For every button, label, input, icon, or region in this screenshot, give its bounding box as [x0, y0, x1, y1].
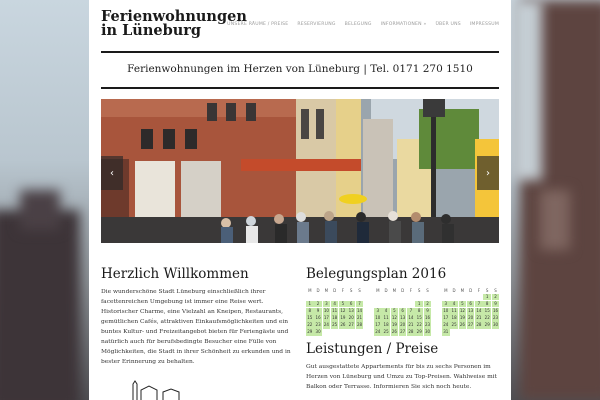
- calendar-empty-cell: [374, 294, 382, 300]
- calendar-week-row: [306, 308, 363, 315]
- sidebar: [306, 266, 500, 392]
- calendar-day-free[interactable]: 26: [340, 322, 346, 328]
- leistungen-text: Gut ausgestattete Appartements für bis zu sechs Personen im Herzen von Lüneburg und Umzu zu Top-Preisen. Wahlweise mit Balkon oder Terrasse. Informieren Sie sich noch heute.: [306, 364, 497, 391]
- nav-item-belegung[interactable]: BELEGUNG: [344, 22, 372, 27]
- calendar-day-free[interactable]: 7: [356, 301, 364, 307]
- background-roof-left: [20, 190, 60, 230]
- calendar-day-free[interactable]: 3: [442, 301, 450, 307]
- calendar-week-row: [374, 315, 431, 322]
- slider-prev-button[interactable]: ‹: [101, 156, 123, 190]
- nav-item-impressum[interactable]: IMPRESSUM: [469, 22, 499, 27]
- calendar-weekday-label: D: [469, 288, 473, 293]
- calendar-day-free[interactable]: 5: [339, 301, 347, 307]
- calendar-empty-cell: [323, 329, 331, 335]
- calendar-day-free[interactable]: 14: [408, 315, 414, 321]
- background-building-left: [0, 210, 80, 400]
- calendar-day-free[interactable]: 21: [356, 315, 363, 321]
- welcome-heading: Herzlich Willkommen: [101, 266, 249, 282]
- belegungsplan-heading: Belegungsplan 2016: [306, 266, 447, 282]
- calendar-day-free[interactable]: 30: [424, 329, 431, 335]
- calendar-day-free[interactable]: 11: [451, 308, 457, 314]
- calendar-day-free[interactable]: 29: [307, 329, 313, 335]
- calendar-empty-cell: [382, 294, 390, 300]
- calendar-day-free[interactable]: 3: [374, 308, 382, 314]
- calendar-empty-cell: [331, 294, 339, 300]
- calendar-weekday-label: M: [444, 288, 448, 293]
- calendar-empty-cell: [391, 301, 399, 307]
- leistungen-heading: Leistungen / Preise: [306, 341, 439, 358]
- calendar-week-row: [442, 329, 499, 336]
- calendar-empty-cell: [306, 294, 314, 300]
- calendar-week-row: [374, 308, 431, 315]
- calendar-day-free[interactable]: 17: [323, 315, 329, 321]
- calendar-day-free[interactable]: 15: [416, 315, 422, 321]
- calendar-day-free[interactable]: 24: [375, 329, 381, 335]
- calendar-day-free[interactable]: 4: [331, 301, 339, 307]
- calendar-day-free[interactable]: 14: [476, 308, 482, 314]
- calendar-weekday-label: D: [401, 288, 405, 293]
- town-sketch-image: [101, 380, 251, 400]
- calendar-day-free[interactable]: 30: [315, 329, 321, 335]
- calendar-day-free[interactable]: 1: [306, 301, 314, 307]
- main-navigation: [227, 22, 499, 27]
- calendar-day-free[interactable]: 14: [356, 308, 363, 314]
- calendar-day-free[interactable]: 10: [323, 308, 329, 314]
- calendar-week-row: [374, 329, 431, 336]
- calendar-day-free[interactable]: 27: [348, 322, 354, 328]
- calendar-day-free[interactable]: 25: [332, 322, 338, 328]
- calendar-day-free[interactable]: 19: [340, 315, 346, 321]
- calendar-day-free[interactable]: 21: [476, 315, 482, 321]
- calendar-empty-cell: [450, 294, 458, 300]
- calendar-empty-cell: [382, 301, 390, 307]
- calendar-day-free[interactable]: 4: [450, 301, 458, 307]
- calendar-weekday-label: S: [358, 288, 361, 293]
- calendar-day-free[interactable]: 13: [468, 308, 474, 314]
- calendar-day-free[interactable]: 12: [391, 315, 397, 321]
- calendar-week-row: [306, 329, 363, 336]
- calendar-day-free[interactable]: 15: [484, 308, 490, 314]
- calendar-weekday-label: F: [341, 288, 345, 293]
- calendar-week-row: [442, 315, 499, 322]
- calendar-weekday-label: F: [409, 288, 413, 293]
- site-logo[interactable]: Ferienwohnungen in Lüneburg: [101, 8, 247, 39]
- welcome-section: [101, 266, 294, 367]
- calendar-empty-cell: [424, 294, 432, 300]
- calendar-day-free[interactable]: 20: [400, 322, 406, 328]
- calendar-day-free[interactable]: 9: [314, 308, 322, 314]
- calendar-empty-cell: [323, 294, 331, 300]
- calendar-day-free[interactable]: 25: [383, 329, 389, 335]
- calendar-week-row: [442, 301, 499, 308]
- calendar-day-free[interactable]: 19: [459, 315, 465, 321]
- calendar-day-free[interactable]: 4: [382, 308, 390, 314]
- calendar-day-free[interactable]: 24: [443, 322, 449, 328]
- calendar-day-free[interactable]: 10: [443, 308, 449, 314]
- calendar-day-free[interactable]: 19: [391, 322, 397, 328]
- calendar-day-free[interactable]: 23: [492, 315, 499, 321]
- calendar-weekday-label: M: [376, 288, 380, 293]
- calendar-weekday-label: S: [417, 288, 421, 293]
- calendar-day-free[interactable]: 17: [375, 322, 381, 328]
- calendar-empty-cell: [374, 301, 382, 307]
- calendar-day-free[interactable]: 26: [391, 329, 397, 335]
- calendar-empty-cell: [475, 329, 483, 335]
- calendar-day-free[interactable]: 22: [307, 322, 313, 328]
- calendar-day-free[interactable]: 29: [416, 329, 422, 335]
- availability-calendar: [374, 288, 431, 336]
- calendar-weekday-label: D: [452, 288, 456, 293]
- calendar-empty-cell: [467, 294, 475, 300]
- calendar-day-free[interactable]: 16: [492, 308, 499, 314]
- calendar-weekday-label: F: [477, 288, 481, 293]
- calendar-day-free[interactable]: 10: [375, 315, 381, 321]
- nav-item-raeume-preise[interactable]: UNSERE RÄUME / PREISE: [227, 22, 289, 27]
- calendar-weekday-label: S: [426, 288, 429, 293]
- calendar-week-row: [306, 301, 363, 308]
- calendar-empty-cell: [450, 329, 458, 335]
- welcome-text: Die wunderschöne Stadt Lüneburg einschließlich ihrer facettenreichen Umgebung ist immer eine Reise wert. Historischer Charme, eine Vielzahl an Kneipen, Restaurants, gemütlichen Cafés, attraktiven Einkaufsmöglichkeiten und ein buntes Kultur- und Freizeitangebot bieten für Feriengäste und natürlich auch für berufsbedingte Besucher eine Fülle von Möglichkeiten, die Stadt in ihrer Schönheit zu erkunden und in bester Erinnerung zu behalten.: [101, 289, 291, 365]
- calendar-empty-cell: [339, 294, 347, 300]
- calendar-day-free[interactable]: 24: [323, 322, 329, 328]
- calendar-empty-cell: [331, 329, 339, 335]
- calendar-day-free[interactable]: 12: [459, 308, 465, 314]
- calendar-week-row: [374, 322, 431, 329]
- calendar-empty-cell: [467, 329, 475, 335]
- availability-calendar: [306, 288, 363, 336]
- header-divider-top: [101, 51, 499, 53]
- calendar-day-free[interactable]: 18: [332, 315, 338, 321]
- calendar-empty-cell: [347, 294, 355, 300]
- calendar-empty-cell: [356, 329, 364, 335]
- calendar-weekday-label: D: [316, 288, 320, 293]
- calendar-day-free[interactable]: 3: [323, 301, 331, 307]
- calendar-day-free[interactable]: 9: [424, 308, 432, 314]
- calendar-day-free[interactable]: 23: [315, 322, 321, 328]
- background-window-right: [540, 190, 570, 250]
- calendar-day-free[interactable]: 7: [475, 301, 483, 307]
- calendar-day-free[interactable]: 1: [483, 294, 491, 300]
- calendar-day-free[interactable]: 22: [416, 322, 422, 328]
- calendar-day-free[interactable]: 8: [415, 308, 423, 314]
- calendar-day-free[interactable]: 16: [315, 315, 321, 321]
- calendar-week-row: [306, 294, 363, 301]
- calendar-week-row: [442, 322, 499, 329]
- calendar-weekday-label: M: [324, 288, 329, 293]
- calendar-day-free[interactable]: 13: [348, 308, 354, 314]
- calendar-day-free[interactable]: 21: [408, 322, 414, 328]
- slide-street-scene: [101, 99, 499, 243]
- header-divider-bottom: [101, 87, 499, 89]
- calendar-day-free[interactable]: 28: [408, 329, 414, 335]
- calendar-empty-cell: [391, 294, 399, 300]
- calendar-day-free[interactable]: 11: [383, 315, 389, 321]
- calendar-day-free[interactable]: 13: [400, 315, 406, 321]
- calendar-empty-cell: [475, 294, 483, 300]
- calendar-day-free[interactable]: 18: [451, 315, 457, 321]
- background-sky-right: [512, 0, 542, 180]
- calendar-empty-cell: [483, 329, 491, 335]
- calendar-day-free[interactable]: 6: [467, 301, 475, 307]
- calendar-day-free[interactable]: 27: [400, 329, 406, 335]
- calendar-empty-cell: [356, 294, 364, 300]
- nav-item-reservierung[interactable]: RESERVIERUNG: [297, 22, 336, 27]
- calendar-day-free[interactable]: 30: [492, 322, 499, 328]
- calendar-day-free[interactable]: 20: [348, 315, 354, 321]
- calendar-day-free[interactable]: 17: [443, 315, 449, 321]
- calendar-week-row: [374, 301, 431, 308]
- calendar-week-row: [442, 308, 499, 315]
- calendar-weekday-label: M: [460, 288, 465, 293]
- calendar-week-row: [442, 294, 499, 301]
- calendar-weekday-label: M: [308, 288, 312, 293]
- nav-item-informationen[interactable]: INFORMATIONEN »: [380, 22, 427, 27]
- calendar-empty-cell: [407, 294, 415, 300]
- calendar-empty-cell: [415, 294, 423, 300]
- calendar-weekday-label: S: [494, 288, 497, 293]
- calendar-day-free[interactable]: 12: [340, 308, 346, 314]
- calendar-day-free[interactable]: 18: [383, 322, 389, 328]
- image-slider[interactable]: [101, 99, 499, 243]
- slider-next-button[interactable]: ›: [477, 156, 499, 190]
- calendar-empty-cell: [459, 329, 467, 335]
- calendar-empty-cell: [459, 294, 467, 300]
- calendar-day-free[interactable]: 31: [443, 329, 449, 335]
- calendar-weekday-label: M: [392, 288, 397, 293]
- calendar-day-free[interactable]: 29: [484, 322, 490, 328]
- calendar-empty-cell: [399, 294, 407, 300]
- calendar-day-free[interactable]: 28: [476, 322, 482, 328]
- calendar-weekday-label: S: [349, 288, 353, 293]
- availability-calendar: [442, 288, 499, 336]
- page-container: [89, 0, 511, 400]
- calendar-day-free[interactable]: 5: [459, 301, 467, 307]
- calendar-week-row: [306, 322, 363, 329]
- calendar-day-free[interactable]: 2: [424, 301, 432, 307]
- calendar-week-row: [306, 315, 363, 322]
- calendar-day-free[interactable]: 15: [307, 315, 313, 321]
- calendar-day-free[interactable]: 2: [492, 294, 500, 300]
- calendar-day-free[interactable]: 26: [459, 322, 465, 328]
- calendar-day-free[interactable]: 6: [347, 301, 355, 307]
- calendar-day-free[interactable]: 23: [424, 322, 431, 328]
- calendar-day-free[interactable]: 25: [451, 322, 457, 328]
- calendar-week-row: [374, 294, 431, 301]
- calendar-empty-cell: [314, 294, 322, 300]
- site-tagline: Ferienwohnungen im Herzen von Lüneburg | Tel. 0171 270 1510: [127, 63, 473, 75]
- site-header: [101, 10, 499, 50]
- calendar-weekday-label: D: [384, 288, 388, 293]
- calendar-day-free[interactable]: 6: [399, 308, 407, 314]
- nav-item-ueber-uns[interactable]: ÜBER UNS: [435, 22, 461, 27]
- calendar-day-free[interactable]: 7: [407, 308, 415, 314]
- calendar-day-free[interactable]: 16: [424, 315, 431, 321]
- calendar-day-free[interactable]: 8: [306, 308, 314, 314]
- calendar-day-free[interactable]: 22: [484, 315, 490, 321]
- calendar-empty-cell: [399, 301, 407, 307]
- calendar-empty-cell: [407, 301, 415, 307]
- calendar-weekday-label: S: [485, 288, 489, 293]
- calendar-group: [306, 288, 500, 336]
- calendar-day-free[interactable]: 28: [356, 322, 363, 328]
- calendar-empty-cell: [492, 329, 500, 335]
- calendar-day-free[interactable]: 5: [391, 308, 399, 314]
- calendar-weekday-label: D: [333, 288, 337, 293]
- calendar-day-free[interactable]: 9: [492, 301, 500, 307]
- calendar-day-free[interactable]: 11: [332, 308, 338, 314]
- calendar-empty-cell: [347, 329, 355, 335]
- calendar-empty-cell: [339, 329, 347, 335]
- calendar-day-free[interactable]: 1: [415, 301, 423, 307]
- calendar-day-free[interactable]: 8: [483, 301, 491, 307]
- calendar-day-free[interactable]: 20: [468, 315, 474, 321]
- calendar-day-free[interactable]: 27: [468, 322, 474, 328]
- calendar-day-free[interactable]: 2: [314, 301, 322, 307]
- calendar-empty-cell: [442, 294, 450, 300]
